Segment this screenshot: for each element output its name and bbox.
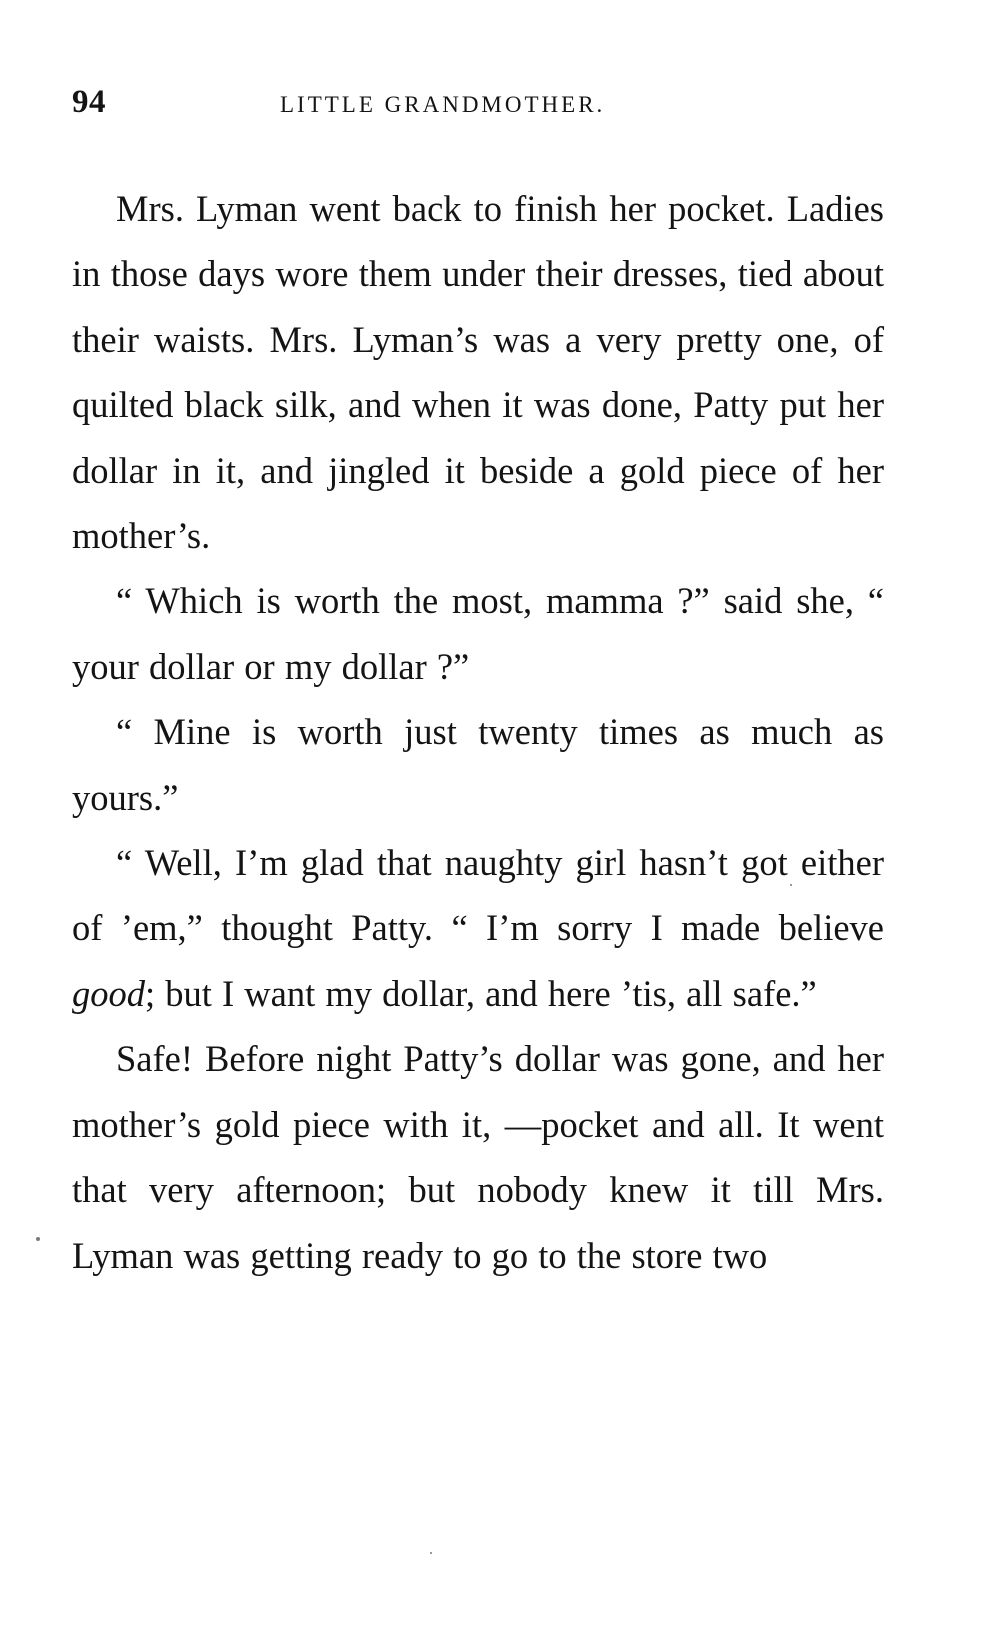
page-number: 94 bbox=[72, 84, 106, 120]
paragraph-4-text-a: “ Well, I’m glad that naughty girl hasn’t got either of ’em,” thought Patty. “ I’m sorry I made believe bbox=[72, 842, 884, 949]
page-header bbox=[72, 84, 890, 124]
running-title: LITTLE GRANDMOTHER. bbox=[280, 92, 606, 117]
paragraph-2: “ Which is worth the most, mamma ?” said she, “ your dollar or my dollar ?” bbox=[72, 580, 884, 687]
body-text bbox=[72, 176, 884, 1288]
paragraph-1: Mrs. Lyman went back to finish her pocket. Ladies in those days wore them under their dresses, tied about their waists. Mrs. Lyman’s was a very pretty one, of quilted black silk, and when it was done, Patty put her dollar in it, and jingled it beside a gold piece of her mother’s. bbox=[72, 188, 884, 557]
print-speck bbox=[430, 1552, 432, 1554]
print-speck bbox=[36, 1237, 40, 1241]
paragraph-3: “ Mine is worth just twenty times as much as yours.” bbox=[72, 711, 884, 818]
paragraph-4 bbox=[72, 830, 884, 1026]
paragraph-4-text-b: ; but I want my dollar, and here ’tis, all safe.” bbox=[145, 972, 817, 1014]
emphasis-good: good bbox=[72, 972, 145, 1014]
print-speck bbox=[790, 884, 792, 886]
paragraph-5: Safe! Before night Patty’s dollar was gone, and her mother’s gold piece with it, —pocket and all. It went that very afternoon; but nobody knew it till Mrs. Lyman was getting ready to go to the store two bbox=[72, 1038, 884, 1276]
